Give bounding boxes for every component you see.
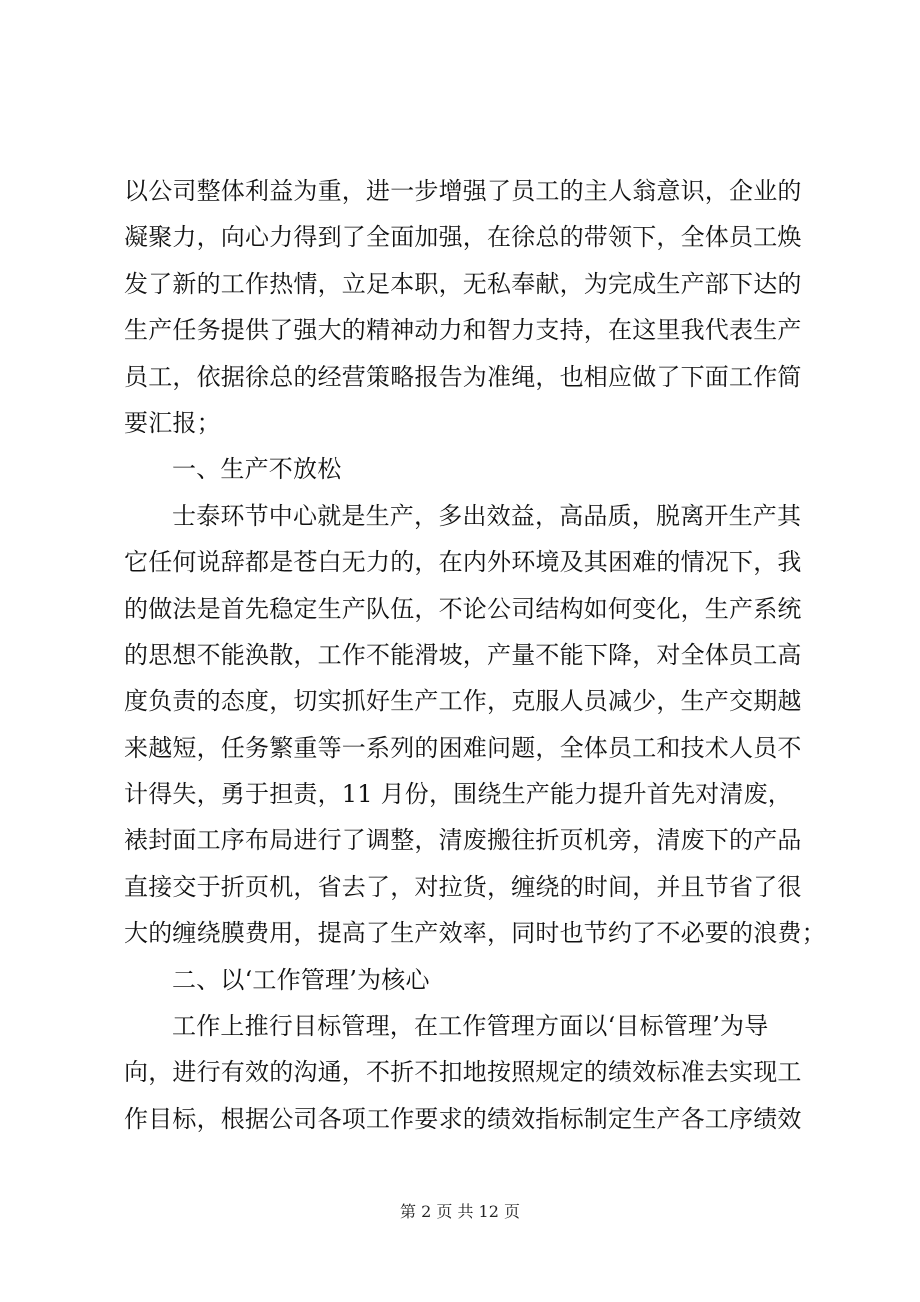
text-line: 来越短，任务繁重等一系列的困难问题，全体员工和技术人员不 xyxy=(124,733,802,762)
document-body xyxy=(124,168,826,1142)
text-line: 向，进行有效的沟通，不折不扣地按照规定的绩效标准去实现工 xyxy=(124,1058,802,1087)
text-line: 发了新的工作热情，立足本职，无私奉献，为完成生产部下达的 xyxy=(124,269,802,298)
text-line: 凝聚力，向心力得到了全面加强，在徐总的带领下，全体员工焕 xyxy=(124,223,802,252)
text-line: 以公司整体利益为重，进一步增强了员工的主人翁意识，企业的 xyxy=(124,177,802,205)
text-line: 裱封面工序布局进行了调整，清废搬往折页机旁，清废下的产品 xyxy=(124,826,802,855)
text-line: 一、生产不放松 xyxy=(172,455,342,484)
page-footer: 第 2 页 共 12 页 xyxy=(400,1202,520,1221)
text-line: 工作上推行目标管理，在工作管理方面以‘目标管理’为导 xyxy=(172,1012,769,1041)
text-line: 度负责的态度，切实抓好生产工作，克服人员减少，生产交期越 xyxy=(124,687,802,716)
text-line: 二、以‘工作管理’为核心 xyxy=(172,965,430,994)
text-line: 要汇报； xyxy=(124,408,221,437)
text-line: 士泰环节中心就是生产，多出效益，高品质，脱离开生产其 xyxy=(172,501,802,530)
text-line: 直接交于折页机，省去了，对拉货，缠绕的时间，并且节省了很 xyxy=(124,872,802,901)
text-line: 的做法是首先稳定生产队伍，不论公司结构如何变化，生产系统 xyxy=(124,594,802,623)
text-line: 生产任务提供了强大的精神动力和智力支持，在这里我代表生产 xyxy=(124,316,802,345)
text-line: 作目标，根据公司各项工作要求的绩效指标制定生产各工序绩效 xyxy=(124,1104,802,1133)
text-line: 大的缠绕膜费用，提高了生产效率，同时也节约了不必要的浪费； xyxy=(124,919,826,948)
text-line: 的思想不能涣散，工作不能滑坡，产量不能下降，对全体员工高 xyxy=(124,640,802,669)
text-line: 员工，依据徐总的经营策略报告为准绳，也相应做了下面工作简 xyxy=(124,362,802,391)
text-line: 它任何说辞都是苍白无力的，在内外环境及其困难的情况下，我 xyxy=(124,548,802,577)
text-line: 计得失，勇于担责，11 月份，围绕生产能力提升首先对清废， xyxy=(124,780,792,809)
